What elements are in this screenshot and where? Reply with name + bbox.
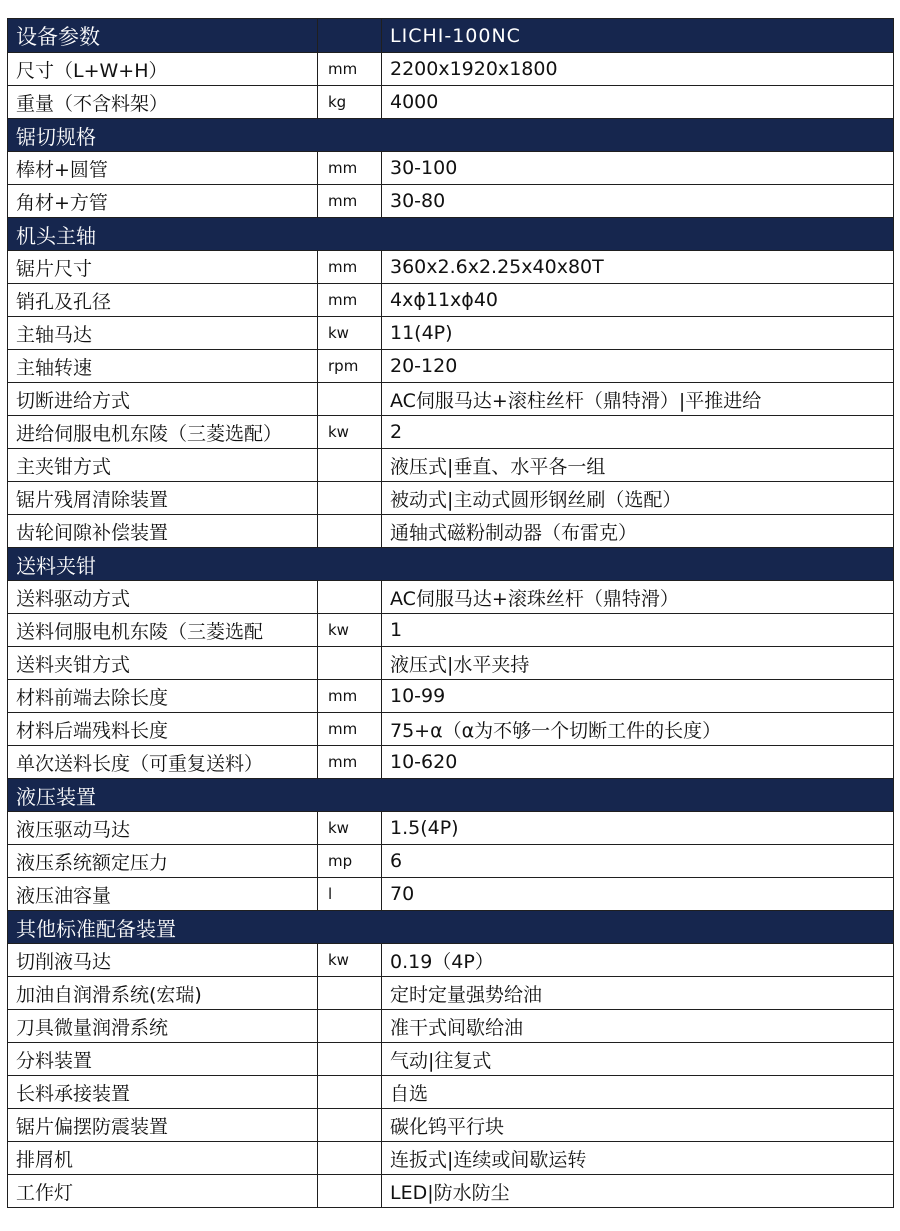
spec-unit bbox=[318, 1142, 382, 1175]
spec-unit bbox=[318, 482, 382, 515]
spec-name: 主轴马达 bbox=[8, 317, 318, 350]
spec-row bbox=[8, 647, 894, 680]
spec-unit: mm bbox=[318, 746, 382, 779]
spec-value: 通轴式磁粉制动器（布雷克） bbox=[382, 515, 894, 548]
spec-value: 1 bbox=[382, 614, 894, 647]
spec-name: 切断进给方式 bbox=[8, 383, 318, 416]
spec-row bbox=[8, 812, 894, 845]
spec-row bbox=[8, 449, 894, 482]
spec-row bbox=[8, 317, 894, 350]
spec-unit: kw bbox=[318, 812, 382, 845]
spec-unit: kw bbox=[318, 614, 382, 647]
section-title: 送料夹钳 bbox=[8, 548, 894, 581]
spec-value: 定时定量强势给油 bbox=[382, 977, 894, 1010]
spec-value: 2 bbox=[382, 416, 894, 449]
spec-unit bbox=[318, 1043, 382, 1076]
spec-value: 75+α（α为不够一个切断工件的长度） bbox=[382, 713, 894, 746]
header-unit-blank bbox=[318, 19, 382, 53]
section-header-row bbox=[8, 119, 894, 152]
spec-unit bbox=[318, 1109, 382, 1142]
spec-value: 10-620 bbox=[382, 746, 894, 779]
spec-table bbox=[7, 18, 894, 1208]
section-header-row bbox=[8, 911, 894, 944]
spec-unit bbox=[318, 647, 382, 680]
section-title: 其他标准配备装置 bbox=[8, 911, 894, 944]
spec-name: 主轴转速 bbox=[8, 350, 318, 383]
spec-unit bbox=[318, 449, 382, 482]
spec-row bbox=[8, 1142, 894, 1175]
spec-value: 10-99 bbox=[382, 680, 894, 713]
spec-name: 材料前端去除长度 bbox=[8, 680, 318, 713]
spec-row bbox=[8, 614, 894, 647]
spec-unit: kw bbox=[318, 317, 382, 350]
spec-unit: rpm bbox=[318, 350, 382, 383]
spec-name: 单次送料长度（可重复送料） bbox=[8, 746, 318, 779]
spec-value: 4xϕ11xϕ40 bbox=[382, 284, 894, 317]
spec-unit: kw bbox=[318, 944, 382, 977]
spec-name: 工作灯 bbox=[8, 1175, 318, 1208]
spec-row bbox=[8, 1076, 894, 1109]
section-header-row bbox=[8, 779, 894, 812]
spec-value: 6 bbox=[382, 845, 894, 878]
spec-value: 连扳式|连续或间歇运转 bbox=[382, 1142, 894, 1175]
spec-value: 11(4P) bbox=[382, 317, 894, 350]
spec-name: 送料驱动方式 bbox=[8, 581, 318, 614]
spec-row bbox=[8, 86, 894, 119]
section-title: 液压装置 bbox=[8, 779, 894, 812]
spec-row bbox=[8, 1010, 894, 1043]
spec-row bbox=[8, 680, 894, 713]
spec-name: 锯片尺寸 bbox=[8, 251, 318, 284]
spec-value: 碳化钨平行块 bbox=[382, 1109, 894, 1142]
spec-name: 排屑机 bbox=[8, 1142, 318, 1175]
spec-name: 送料夹钳方式 bbox=[8, 647, 318, 680]
spec-row bbox=[8, 416, 894, 449]
spec-value: 气动|往复式 bbox=[382, 1043, 894, 1076]
spec-name: 分料装置 bbox=[8, 1043, 318, 1076]
spec-row bbox=[8, 185, 894, 218]
spec-name: 液压系统额定压力 bbox=[8, 845, 318, 878]
header-label: 设备参数 bbox=[8, 19, 318, 53]
spec-value: LED|防水防尘 bbox=[382, 1175, 894, 1208]
spec-name: 材料后端残料长度 bbox=[8, 713, 318, 746]
spec-unit bbox=[318, 1010, 382, 1043]
spec-name: 棒材+圆管 bbox=[8, 152, 318, 185]
spec-name: 重量（不含料架） bbox=[8, 86, 318, 119]
spec-value: 360x2.6x2.25x40x80T bbox=[382, 251, 894, 284]
spec-unit bbox=[318, 1076, 382, 1109]
spec-row bbox=[8, 713, 894, 746]
spec-row bbox=[8, 482, 894, 515]
spec-value: 4000 bbox=[382, 86, 894, 119]
spec-value: 液压式|垂直、水平各一组 bbox=[382, 449, 894, 482]
spec-unit bbox=[318, 383, 382, 416]
spec-name: 尺寸（L+W+H） bbox=[8, 53, 318, 86]
spec-name: 进给伺服电机东陵（三菱选配） bbox=[8, 416, 318, 449]
spec-name: 齿轮间隙补偿装置 bbox=[8, 515, 318, 548]
spec-row bbox=[8, 1175, 894, 1208]
spec-value: AC伺服马达+滚珠丝杆（鼎特滑） bbox=[382, 581, 894, 614]
spec-unit: mm bbox=[318, 284, 382, 317]
spec-value: 30-80 bbox=[382, 185, 894, 218]
spec-name: 锯片残屑清除装置 bbox=[8, 482, 318, 515]
spec-name: 锯片偏摆防震装置 bbox=[8, 1109, 318, 1142]
spec-row bbox=[8, 746, 894, 779]
spec-unit bbox=[318, 977, 382, 1010]
spec-name: 长料承接装置 bbox=[8, 1076, 318, 1109]
spec-unit: mm bbox=[318, 185, 382, 218]
spec-name: 主夹钳方式 bbox=[8, 449, 318, 482]
spec-unit: mm bbox=[318, 152, 382, 185]
spec-unit: mm bbox=[318, 251, 382, 284]
section-header-row bbox=[8, 218, 894, 251]
spec-unit: l bbox=[318, 878, 382, 911]
spec-row bbox=[8, 878, 894, 911]
spec-unit: mm bbox=[318, 680, 382, 713]
spec-row bbox=[8, 152, 894, 185]
spec-row bbox=[8, 350, 894, 383]
spec-name: 切削液马达 bbox=[8, 944, 318, 977]
spec-value: AC伺服马达+滚柱丝杆（鼎特滑）|平推进给 bbox=[382, 383, 894, 416]
spec-unit: mm bbox=[318, 53, 382, 86]
spec-unit: mp bbox=[318, 845, 382, 878]
spec-table-body bbox=[8, 19, 894, 1208]
spec-unit: kg bbox=[318, 86, 382, 119]
spec-row bbox=[8, 1043, 894, 1076]
spec-name: 角材+方管 bbox=[8, 185, 318, 218]
spec-name: 送料伺服电机东陵（三菱选配 bbox=[8, 614, 318, 647]
spec-value: 1.5(4P) bbox=[382, 812, 894, 845]
spec-value: 液压式|水平夹持 bbox=[382, 647, 894, 680]
spec-value: 被动式|主动式圆形钢丝刷（选配） bbox=[382, 482, 894, 515]
spec-row bbox=[8, 284, 894, 317]
spec-unit bbox=[318, 515, 382, 548]
header-model: LICHI-100NC bbox=[382, 19, 894, 53]
spec-name: 液压驱动马达 bbox=[8, 812, 318, 845]
spec-row bbox=[8, 944, 894, 977]
spec-value: 0.19（4P） bbox=[382, 944, 894, 977]
spec-unit: kw bbox=[318, 416, 382, 449]
spec-value: 自选 bbox=[382, 1076, 894, 1109]
spec-value: 30-100 bbox=[382, 152, 894, 185]
spec-value: 70 bbox=[382, 878, 894, 911]
spec-name: 加油自润滑系统(宏瑞) bbox=[8, 977, 318, 1010]
spec-row bbox=[8, 383, 894, 416]
spec-name: 刀具微量润滑系统 bbox=[8, 1010, 318, 1043]
section-title: 锯切规格 bbox=[8, 119, 894, 152]
spec-row bbox=[8, 251, 894, 284]
spec-row bbox=[8, 53, 894, 86]
spec-unit: mm bbox=[318, 713, 382, 746]
spec-value: 2200x1920x1800 bbox=[382, 53, 894, 86]
spec-name: 液压油容量 bbox=[8, 878, 318, 911]
spec-name: 销孔及孔径 bbox=[8, 284, 318, 317]
spec-unit bbox=[318, 581, 382, 614]
spec-row bbox=[8, 581, 894, 614]
header-row bbox=[8, 19, 894, 53]
spec-value: 准干式间歇给油 bbox=[382, 1010, 894, 1043]
section-title: 机头主轴 bbox=[8, 218, 894, 251]
spec-row bbox=[8, 1109, 894, 1142]
spec-unit bbox=[318, 1175, 382, 1208]
spec-row bbox=[8, 977, 894, 1010]
spec-row bbox=[8, 845, 894, 878]
spec-value: 20-120 bbox=[382, 350, 894, 383]
section-header-row bbox=[8, 548, 894, 581]
spec-row bbox=[8, 515, 894, 548]
